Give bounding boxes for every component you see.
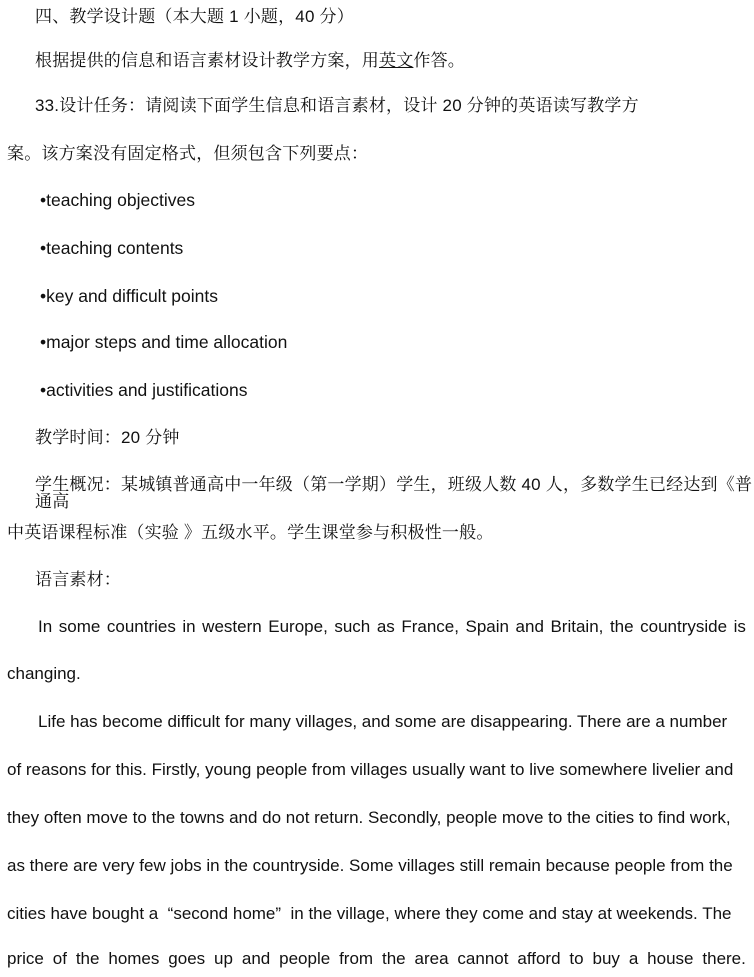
passage-word: the	[75, 949, 100, 968]
passage-line: changing.	[7, 664, 81, 683]
passage-word: to	[569, 949, 584, 968]
section-heading: 四、教学设计题（本大题 1 小题，40 分）	[35, 7, 354, 26]
passage-word: house	[647, 949, 694, 968]
passage-word: cannot	[457, 949, 509, 968]
passage-word: and	[515, 617, 544, 636]
list-item: •teaching objectives	[40, 190, 195, 210]
passage-word: the	[609, 617, 634, 636]
passage-word: the	[381, 949, 406, 968]
passage-word: is	[733, 617, 746, 636]
list-item: •key and difficult points	[40, 286, 218, 306]
passage-word: such	[334, 617, 371, 636]
passage-word: countryside	[640, 617, 728, 636]
passage-word: goes	[168, 949, 206, 968]
passage-word: there.	[702, 949, 746, 968]
passage-word: countries	[106, 617, 176, 636]
task-line-1: 33.设计任务：请阅读下面学生信息和语言素材，设计 20 分钟的英语读写教学方	[35, 96, 639, 115]
passage-word: price	[7, 949, 44, 968]
passage-word: homes	[108, 949, 160, 968]
passage-line: Life has become difficult for many villages, and some are disappearing. There are a number	[38, 712, 728, 731]
passage-word: from	[339, 949, 374, 968]
passage-line	[0, 618, 754, 635]
instruction-line	[0, 52, 754, 69]
passage-word: some	[58, 617, 101, 636]
instruction-text: 根据提供的信息和语言素材设计教学方案，用	[35, 51, 379, 70]
teaching-time: 教学时间：20 分钟	[35, 428, 180, 447]
passage-line: of reasons for this. Firstly, young people from villages usually want to live somewhere livelier and	[7, 760, 734, 779]
list-item: •teaching contents	[40, 238, 184, 258]
passage-word: as	[376, 617, 395, 636]
passage-line: cities have bought a “second home” in the village, where they come and stay at weekends. The	[7, 904, 732, 923]
passage-word: and	[241, 949, 271, 968]
passage-word: In	[38, 617, 53, 636]
passage-word: of	[52, 949, 67, 968]
list-item: •activities and justifications	[40, 380, 248, 400]
task-line-2: 案。该方案没有固定格式，但须包含下列要点：	[7, 144, 369, 163]
passage-line	[0, 950, 754, 967]
list-item: •major steps and time allocation	[40, 332, 288, 352]
passage-word: people	[279, 949, 331, 968]
passage-word: up	[214, 949, 233, 968]
student-profile-line-2: 中英语课程标准（实验 》五级水平。学生课堂参与积极性一般。	[7, 523, 494, 542]
instruction-underlined-term: 英文	[379, 51, 414, 70]
passage-word: Spain	[465, 617, 509, 636]
student-profile-line-1: 学生概况：某城镇普通高中一年级（第一学期）学生，班级人数 40 人，多数学生已经达到《普通高	[35, 475, 753, 511]
passage-word: in	[182, 617, 196, 636]
passage-word: Europe,	[268, 617, 328, 636]
passage-word: Britain,	[550, 617, 604, 636]
passage-line: as there are very few jobs in the countryside. Some villages still remain because people from the	[7, 856, 733, 875]
passage-word: France,	[401, 617, 459, 636]
instruction-tail: 作答。	[413, 51, 466, 70]
passage-word: area	[414, 949, 449, 968]
passage-word: buy	[592, 949, 620, 968]
passage-word: western	[202, 617, 262, 636]
passage-word: a	[628, 949, 639, 968]
passage-word: afford	[517, 949, 561, 968]
material-label: 语言素材：	[35, 570, 121, 589]
passage-line: they often move to the towns and do not return. Secondly, people move to the cities to find work,	[7, 808, 731, 827]
